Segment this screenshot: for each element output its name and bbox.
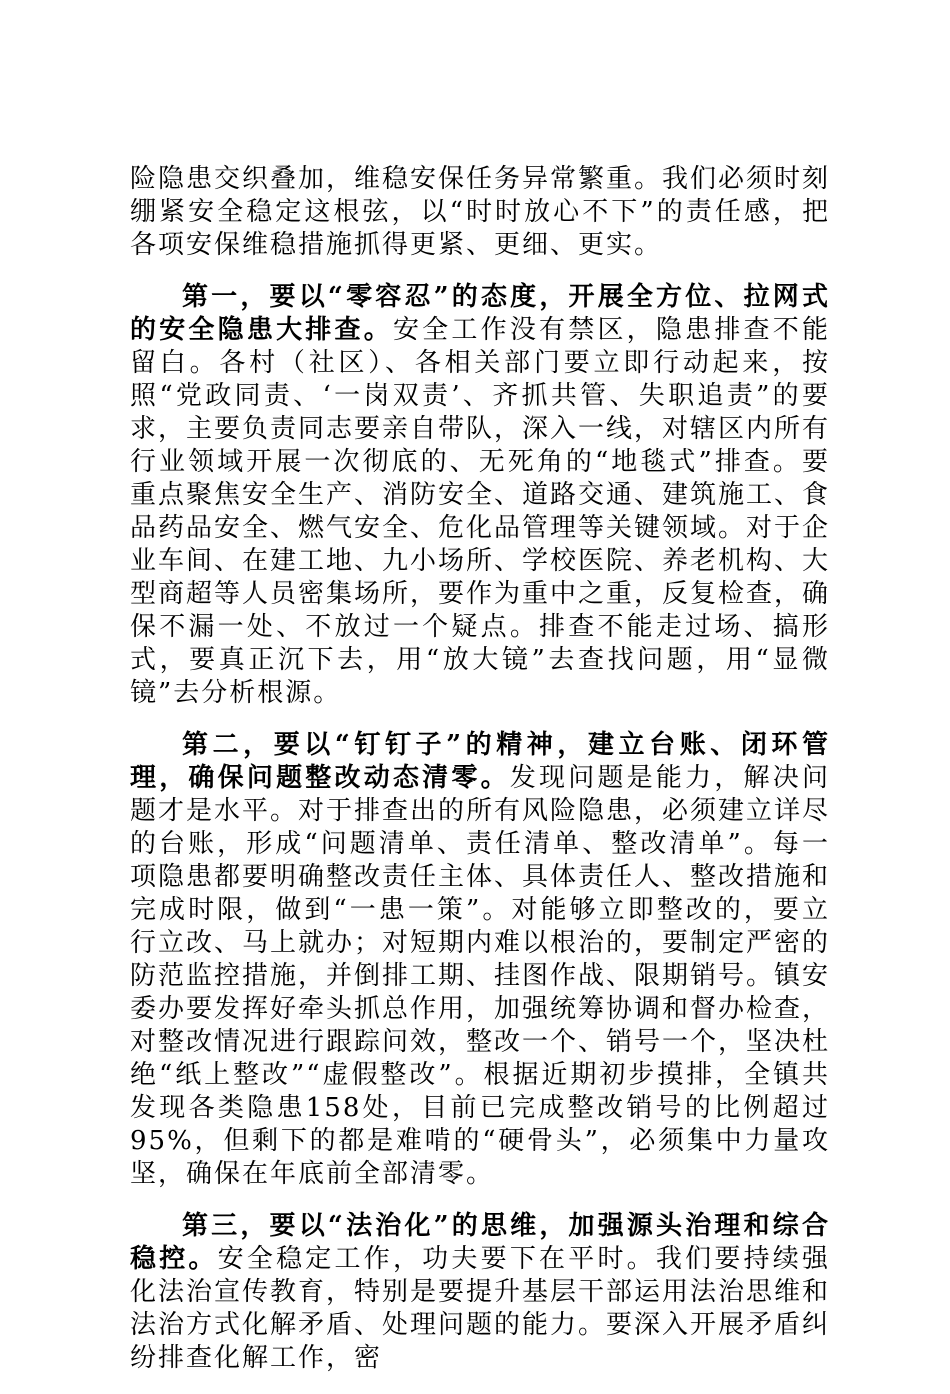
paragraph-point-two (130, 729, 830, 1191)
paragraph-text: 安全稳定工作，功夫要下在平时。我们要持续强化法治宣传教育，特别是要提升基层干部运用法治思维和法治方式化解矛盾、处理问题的能力。要深入开展矛盾纠纷排查化解工作，密 (130, 1244, 831, 1373)
paragraph-text: 安全工作没有禁区，隐患排查不能留白。各村（社区）、各相关部门要立即行动起来，按照“党政同责、‘一岗双责’、齐抓共管、失职追责”的要求，主要负责同志要亲自带队，深入一线，对辖区内所有行业领域开展一次彻底的、无死角的“地毯式”排查。要重点聚焦安全生产、消防安全、道路交通、建筑施工、食品药品安全、燃气安全、危化品管理等关键领域。对于企业车间、在建工地、九小场所、学校医院、养老机构、大型商超等人员密集场所，要作为重中之重，反复检查，确保不漏一处、不放过一个疑点。排查不能走过场、搞形式，要真正沉下去，用“放大镜”去查找问题，用“显微镜”去分析根源。 (130, 315, 831, 708)
paragraph-point-one (130, 281, 830, 710)
paragraph-heading: 第二，要以“钉钉子”的精神，建立台账、闭环管理，确保问题整改动态清零。 (130, 730, 830, 793)
paragraph-text: 发现问题是能力，解决问题才是水平。对于排查出的所有风险隐患，必须建立详尽的台账，形成“问题清单、责任清单、整改清单”。每一项隐患都要明确整改责任主体、具体责任人、整改措施和完成时限，做到“一患一策”。对能够立即整改的，要立行立改、马上就办；对短期内难以根治的，要制定严密的防范监控措施，并倒排工期、挂图作战、限期销号。镇安委办要发挥好牵头抓总作用，加强统筹协调和督办检查，对整改情况进行跟踪问效，整改一个、销号一个，坚决杜绝“纸上整改”“虚假整改”。根据近期初步摸排，全镇共发现各类隐患158处，目前已完成整改销号的比例超过95%，但剩下的都是难啃的“硬骨头”，必须集中力量攻坚，确保在年底前全部清零。 (130, 763, 831, 1189)
paragraph-heading: 第一，要以“零容忍”的态度，开展全方位、拉网式的安全隐患大排查。 (130, 282, 830, 345)
paragraph-heading: 第三，要以“法治化”的思维，加强源头治理和综合稳控。 (130, 1211, 830, 1274)
paragraph-continuation (130, 163, 830, 262)
paragraph-text: 险隐患交织叠加，维稳安保任务异常繁重。我们必须时刻绷紧安全稳定这根弦，以“时时放心不下”的责任感，把各项安保维稳措施抓得更紧、更细、更实。 (130, 164, 831, 260)
document-body (130, 163, 830, 1394)
paragraph-point-three (130, 1210, 830, 1375)
